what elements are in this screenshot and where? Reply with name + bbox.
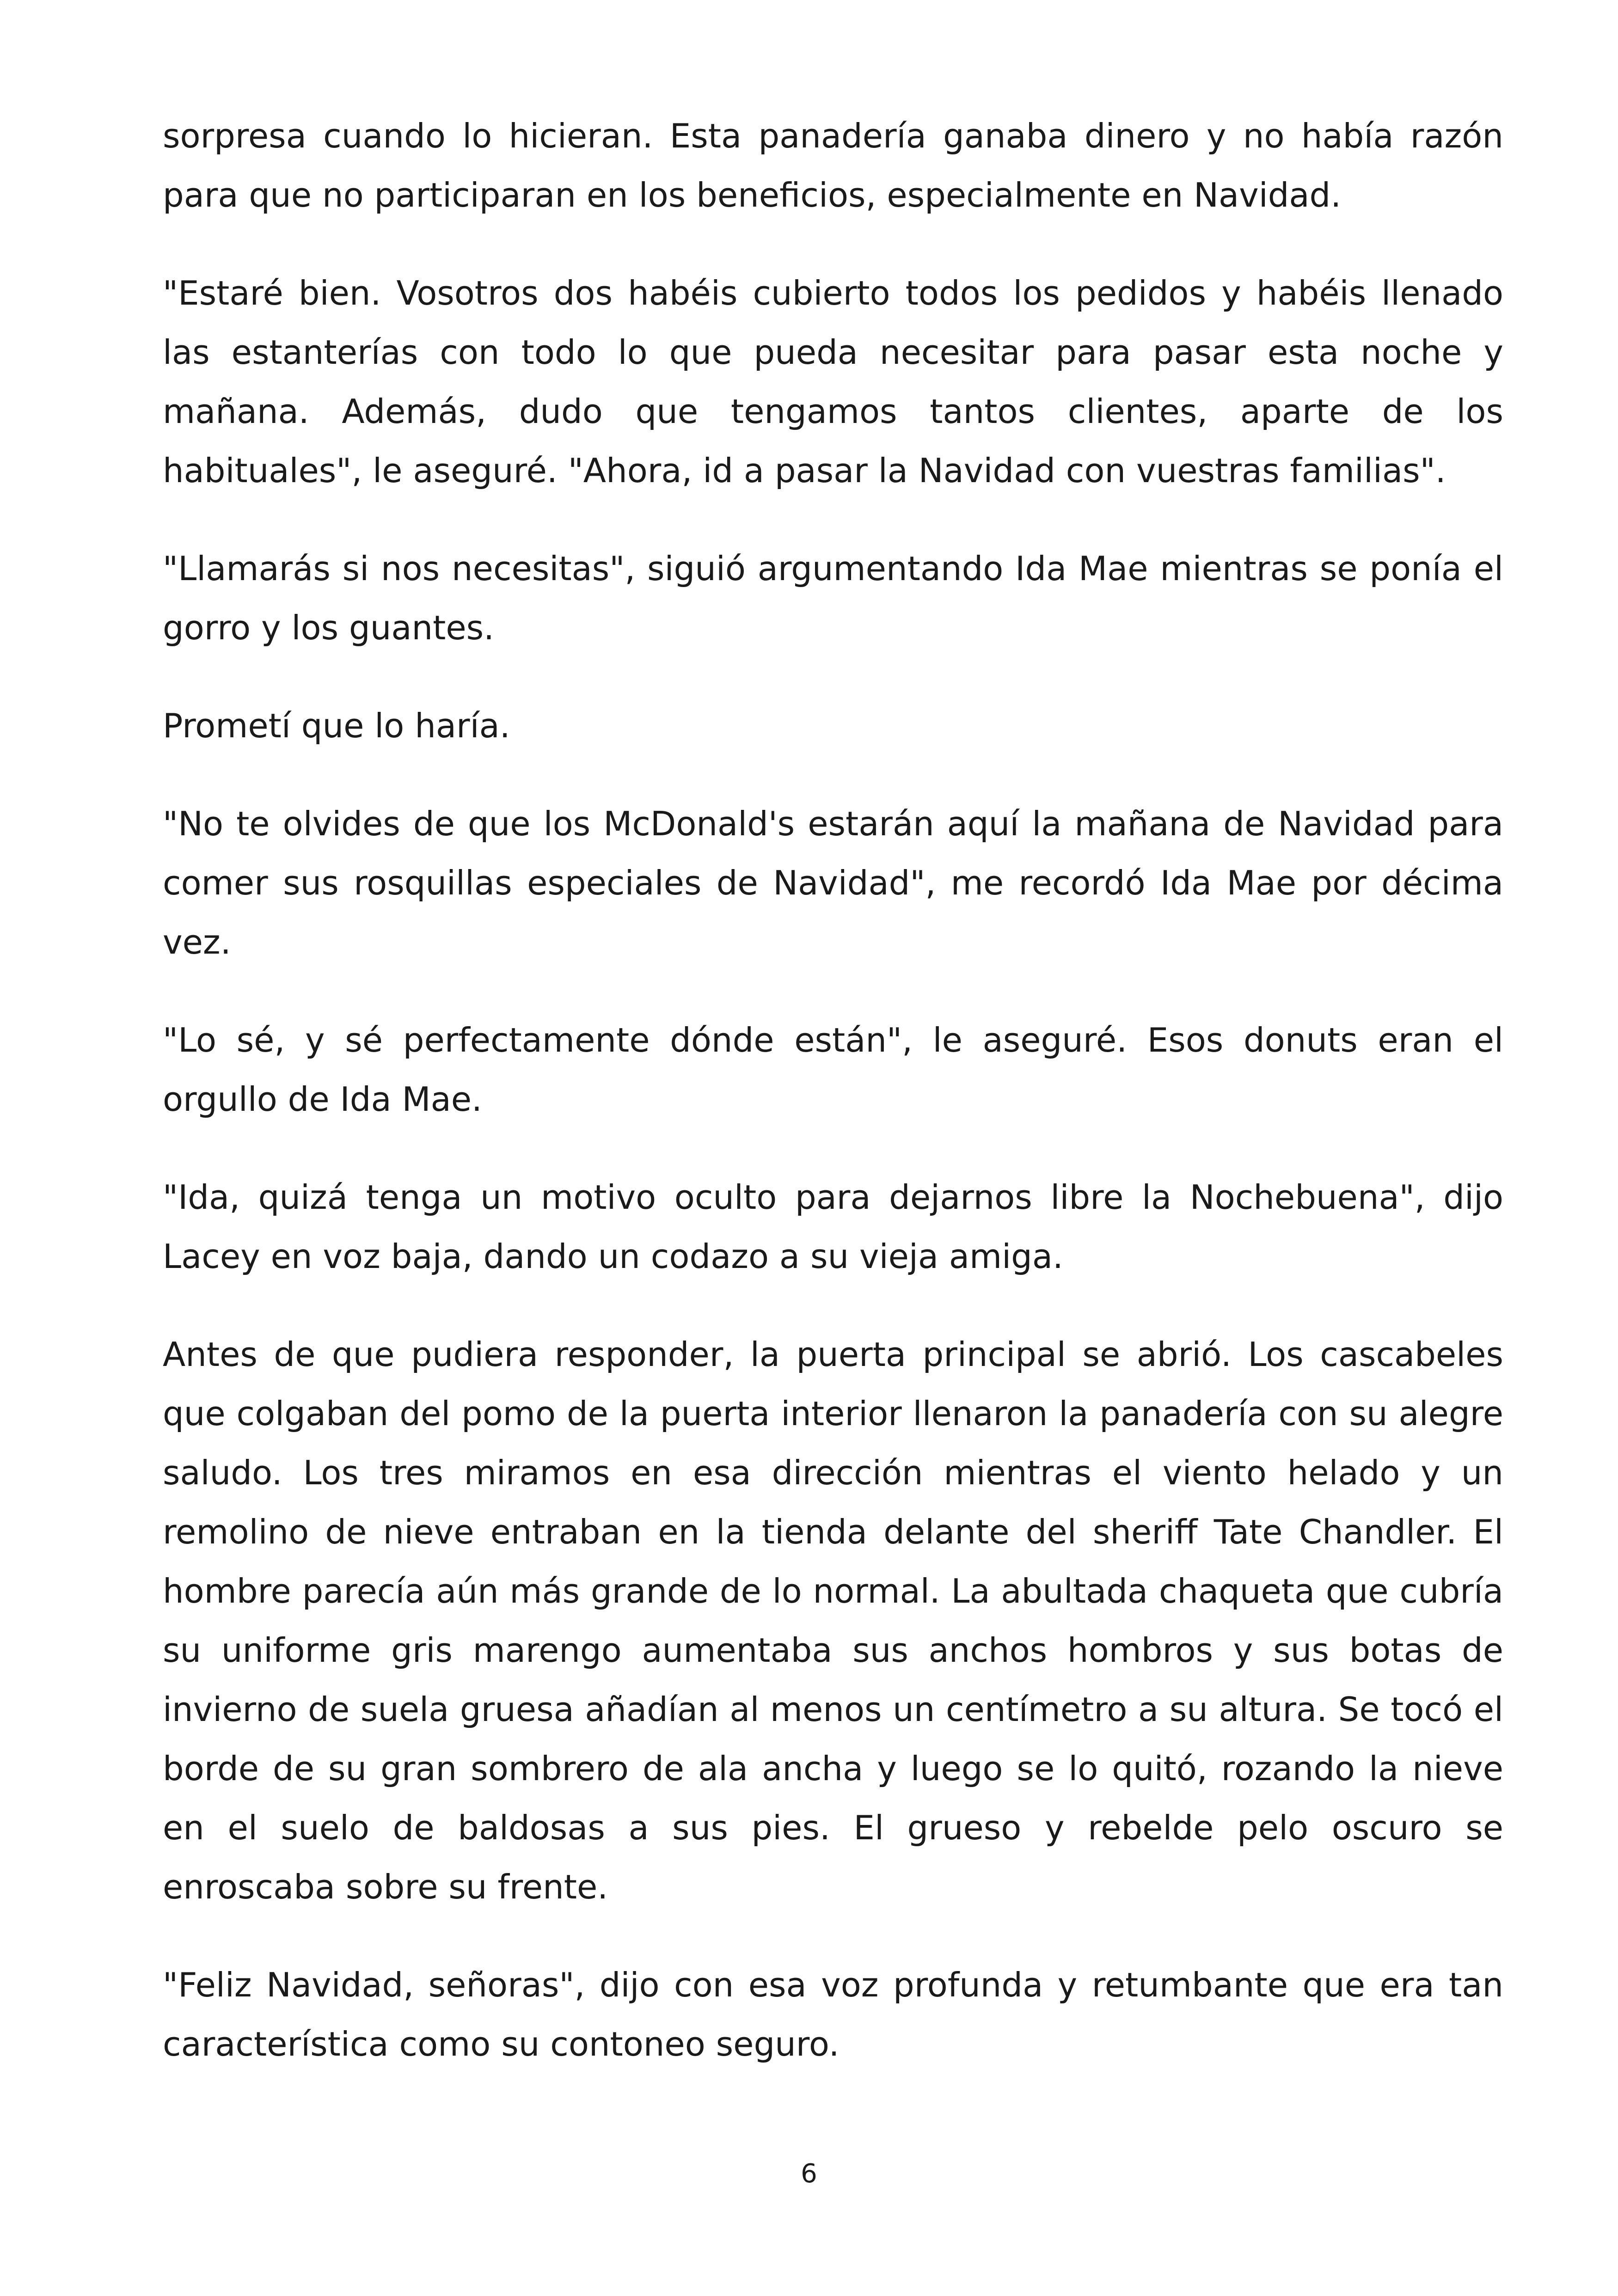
paragraph: "Llamarás si nos necesitas", siguió argumentando Ida Mae mientras se ponía el gorro y los guantes.	[163, 549, 1503, 647]
page-number: 6	[801, 2159, 817, 2189]
paragraph: Prometí que lo haría.	[163, 706, 510, 745]
body-text	[163, 106, 1503, 2074]
paragraph: "No te olvides de que los McDonald's estarán aquí la mañana de Navidad para comer sus rosquillas especiales de Navidad", me recordó Ida Mae por décima vez.	[163, 804, 1503, 961]
paragraph: "Feliz Navidad, señoras", dijo con esa voz profunda y retumbante que era tan característica como su contoneo seguro.	[163, 1965, 1503, 2063]
paragraph: sorpresa cuando lo hicieran. Esta panadería ganaba dinero y no había razón para que no participaran en los beneficios, especialmente en Navidad.	[163, 116, 1503, 214]
paragraph: "Ida, quizá tenga un motivo oculto para dejarnos libre la Nochebuena", dijo Lacey en voz baja, dando un codazo a su vieja amiga.	[163, 1178, 1503, 1276]
paragraph: "Lo sé, y sé perfectamente dónde están", le aseguré. Esos donuts eran el orgullo de Ida Mae.	[163, 1021, 1503, 1119]
paragraph: Antes de que pudiera responder, la puerta principal se abrió. Los cascabeles que colgaban del pomo de la puerta interior llenaron la panadería con su alegre saludo. Los tres miramos en esa dirección mientras el viento helado y un remolino de nieve entraban en la tienda delante del sheriff Tate Chandler. El hombre parecía aún más grande de lo normal. La abultada chaqueta que cubría su uniforme gris marengo aumentaba sus anchos hombros y sus botas de invierno de suela gruesa añadían al menos un centímetro a su altura. Se tocó el borde de su gran sombrero de ala ancha y luego se lo quitó, rozando la nieve en el suelo de baldosas a sus pies. El grueso y rebelde pelo oscuro se enroscaba sobre su frente.	[163, 1335, 1503, 1906]
paragraph: "Estaré bien. Vosotros dos habéis cubierto todos los pedidos y habéis llenado las estanterías con todo lo que pueda necesitar para pasar esta noche y mañana. Además, dudo que tengamos tantos clientes, aparte de los habituales", le aseguré. "Ahora, id a pasar la Navidad con vuestras familias".	[163, 274, 1503, 490]
